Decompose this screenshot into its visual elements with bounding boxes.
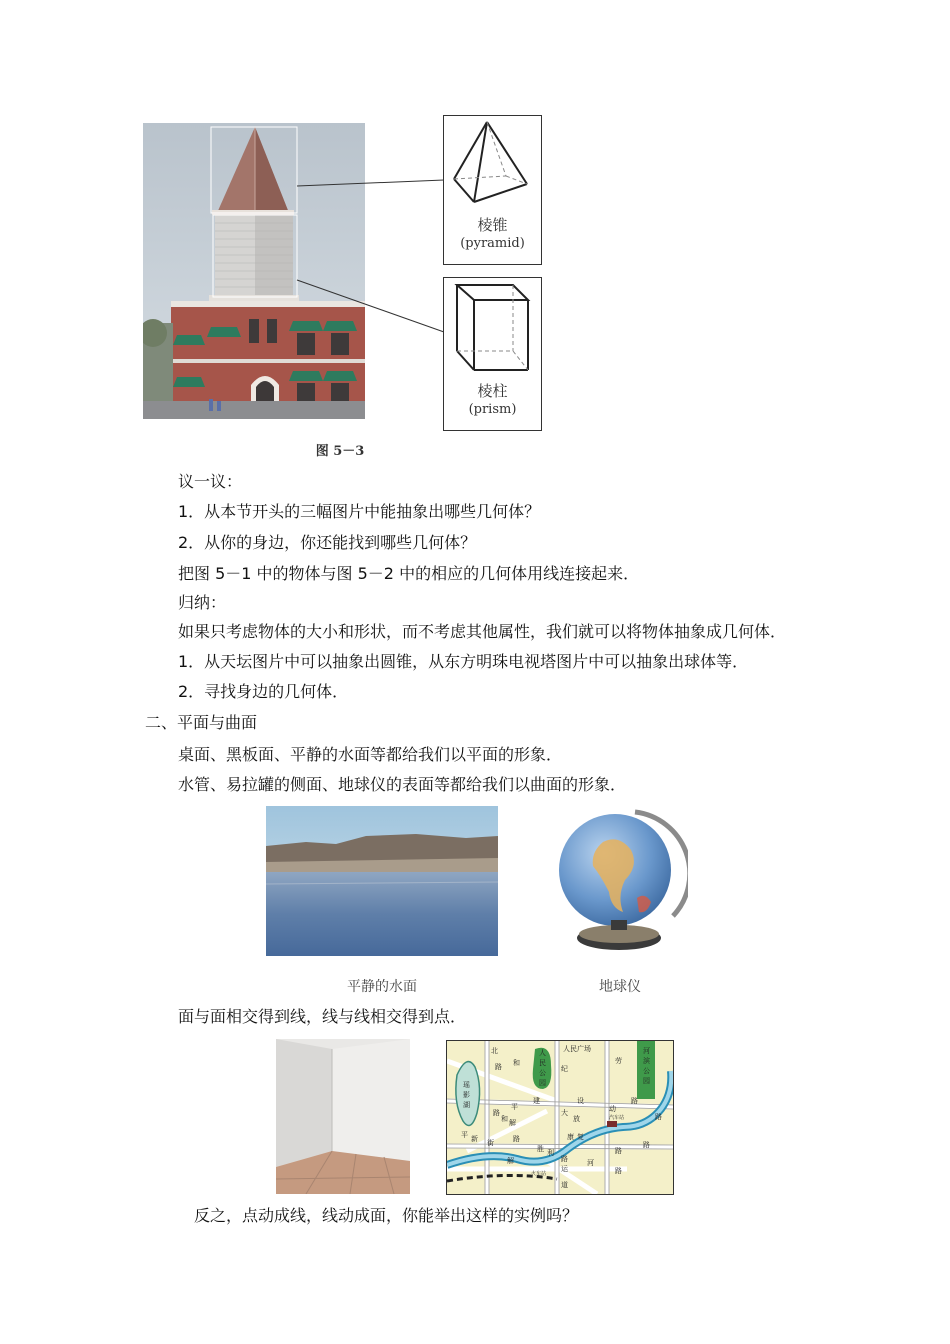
- map-label: 园: [539, 1079, 546, 1087]
- map-label: 河: [587, 1159, 594, 1167]
- summary-a2: 2．寻找身边的几何体．: [178, 682, 349, 701]
- map-label: 路: [493, 1109, 500, 1117]
- map-label: 道: [561, 1181, 568, 1189]
- map-label: 人: [539, 1049, 546, 1057]
- map-label: 湖: [463, 1101, 470, 1109]
- summary-a1: 1．从天坛图片中可以抽象出圆锥，从东方明珠电视塔图片中可以抽象出球体等．: [178, 652, 749, 671]
- water-photo: [266, 806, 498, 956]
- map-label: 运: [561, 1165, 568, 1173]
- pyramid-english: (pyramid): [460, 236, 525, 251]
- caption-globe: 地球仪: [599, 979, 641, 995]
- discuss-q2: 2．从你的身边，你还能找到哪些几何体？: [178, 533, 477, 552]
- map-label: 园: [643, 1077, 650, 1085]
- figure-caption: 图 5－3: [315, 444, 365, 459]
- map-label: 解: [507, 1157, 514, 1165]
- map-label: 平: [461, 1131, 468, 1139]
- wall-corner-svg: [276, 1039, 410, 1194]
- map-label: 路: [615, 1147, 622, 1155]
- section2-title: 二、平面与曲面: [145, 713, 258, 732]
- summary-heading: 归纳：: [178, 593, 227, 612]
- city-map-svg: [447, 1041, 673, 1194]
- map-label: 河: [643, 1047, 650, 1055]
- map-label: 公: [539, 1069, 546, 1077]
- map-label: 滨: [643, 1057, 650, 1065]
- map-label: 北: [491, 1047, 498, 1055]
- map-label: 解: [509, 1119, 516, 1127]
- map-label: 胜: [537, 1145, 544, 1153]
- globe-icon: [553, 806, 688, 958]
- map-label: 影: [463, 1091, 470, 1099]
- map-label: 纪: [561, 1065, 568, 1073]
- prism-english: (prism): [468, 402, 517, 417]
- map-label: 路: [561, 1155, 568, 1163]
- section2-p4: 反之，点动成线，线动成面，你能举出这样的实例吗？: [194, 1206, 579, 1225]
- globe-photo: [553, 806, 688, 958]
- map-label: 公: [643, 1067, 650, 1075]
- summary-p1: 如果只考虑物体的大小和形状，而不考虑其他属性，我们就可以将物体抽象成几何体．: [178, 622, 787, 641]
- pyramid-name: 棱锥: [477, 216, 508, 234]
- map-label: 人民广场: [563, 1045, 591, 1053]
- map-label: 放: [573, 1115, 580, 1123]
- wall-corner-photo: [276, 1039, 410, 1194]
- map-label: 汽车站: [609, 1115, 625, 1121]
- map-label: 大: [561, 1109, 568, 1117]
- water-photo-svg: [266, 806, 498, 956]
- map-label: 劳: [615, 1057, 622, 1065]
- pyramid-diagram: [443, 115, 542, 265]
- map-label: 建: [533, 1097, 540, 1105]
- map-label: 火车站: [531, 1171, 547, 1177]
- map-label: 街: [487, 1139, 494, 1147]
- map-label: 路: [615, 1167, 622, 1175]
- section2-p1: 桌面、黑板面、平静的水面等都给我们以平面的形象．: [178, 745, 563, 764]
- map-label: 和: [513, 1059, 520, 1067]
- prism-diagram: [443, 277, 542, 431]
- map-label: 路: [513, 1135, 520, 1143]
- map-label: 利: [547, 1149, 554, 1157]
- city-map: [446, 1040, 674, 1195]
- prism-icon: [444, 278, 541, 378]
- map-label: 平: [511, 1103, 518, 1111]
- map-label: 复: [577, 1133, 584, 1141]
- discuss-q1: 1．从本节开头的三幅图片中能抽象出哪些几何体？: [178, 502, 541, 521]
- caption-water: 平静的水面: [347, 979, 417, 995]
- map-label: 康: [567, 1133, 574, 1141]
- section2-p2: 水管、易拉罐的侧面、地球仪的表面等都给我们以曲面的形象．: [178, 775, 627, 794]
- map-label: 动: [609, 1105, 616, 1113]
- pyramid-icon: [444, 116, 541, 206]
- discuss-heading: 议一议：: [178, 472, 243, 491]
- prism-name: 棱柱: [477, 382, 508, 400]
- map-label: 路: [495, 1063, 502, 1071]
- map-label: 和: [501, 1115, 508, 1123]
- map-label: 设: [577, 1097, 584, 1105]
- map-label: 新: [471, 1135, 478, 1143]
- map-label: 民: [539, 1059, 546, 1067]
- map-label: 路: [643, 1141, 650, 1149]
- map-label: 瑶: [463, 1081, 470, 1089]
- section2-p3: 面与面相交得到线，线与线相交得到点．: [178, 1007, 467, 1026]
- map-label: 路: [655, 1113, 662, 1121]
- discuss-q3: 把图 5－1 中的物体与图 5－2 中的相应的几何体用线连接起来．: [178, 564, 640, 583]
- map-label: 路: [631, 1097, 638, 1105]
